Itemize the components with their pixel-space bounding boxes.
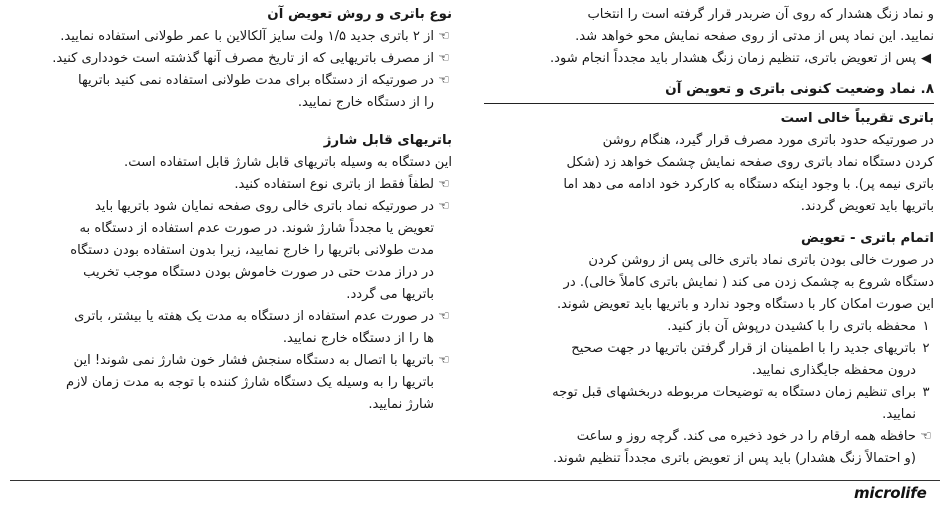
intro-line-1: و نماد زنگ هشدار که روی آن ضربدر قرار گرفته است را انتخاب — [587, 7, 934, 22]
step-1: ۱ محفظه باتری را با کشیدن درپوش آن باز کنید. — [667, 319, 930, 334]
sub1-line: در صورتیکه حدود باتری مورد مصرف قرار گیرد، هنگام روشن — [602, 133, 934, 148]
section-divider — [484, 103, 934, 104]
type-bullet-1: ☜ از ۲ باتری جدید ۱/۵ ولت سایز آلکالاین با عمر طولانی استفاده نمایید. — [28, 26, 452, 48]
recharge-bullet-4: ☜ باتریها با اتصال به دستگاه سنجش فشار خون شارژ نمی شوند! این باتریها را به وسیله یک دستگاه شارژ کننده با توجه به مدت زمان لازم شارژ نمایید. — [28, 350, 452, 416]
arrow-left-icon: ◀ — [920, 51, 932, 66]
sub1-line: باتریها باید تعویض گردند. — [800, 199, 934, 214]
sub2-line: در صورت خالی بودن باتری نماد باتری خالی پس از روشن کردن — [588, 253, 934, 268]
sub2-line: این صورت امکان کار با دستگاه وجود ندارد و باتریها باید تعویض شوند. — [556, 297, 934, 312]
pointing-hand-icon: ☜ — [438, 51, 450, 66]
recharge-bullet-1: ☜ لطفاً فقط از باتری نوع استفاده کنید. — [28, 174, 452, 196]
brand-logo: microlife — [854, 484, 927, 502]
step-2: ۲ باتریهای جدید را با اطمینان از قرار گرفتن باتریها در جهت صحیح درون محفظه جایگذاری نمایید. — [571, 341, 930, 378]
recharge-title: باتریهای قابل شارژ — [323, 133, 452, 148]
type-bullet-3: ☜ در صورتیکه از دستگاه برای مدت طولانی استفاده نمی کنید باتریها را از دستگاه خارج نمایید. — [28, 70, 452, 114]
recharge-intro: این دستگاه به وسیله باتریهای قابل شارژ قابل استفاده است. — [124, 155, 452, 170]
sub1-line: کردن دستگاه نماد باتری روی صفحه نمایش چشمک خواهد زد (شکل — [566, 155, 934, 170]
note: ☜ حافظه همه ارقام را در خود ذخیره می کند. گرچه روز و ساعت (و احتمالاً زنگ هشدار) باید پس از تعویض باتری مجدداً تنظیم شوند. — [484, 426, 934, 470]
intro-line-2: نمایید. این نماد پس از مدتی از روی صفحه نمایش محو خواهد شد. — [575, 29, 934, 44]
section-title: ۸. نماد وضعیت کنونی باتری و تعویض آن — [665, 81, 934, 97]
recharge-bullet-3: ☜ در صورت عدم استفاده از دستگاه به مدت یک هفته یا بیشتر، باتری ها را از دستگاه خارج نمایید. — [28, 306, 452, 350]
type-title: نوع باتری و روش تعویض آن — [267, 7, 452, 22]
footer-divider — [10, 480, 940, 481]
pointing-hand-icon: ☜ — [438, 309, 450, 324]
type-bullet-2: ☜ از مصرف باتریهایی که از تاریخ مصرف آنها گذشته است خودداری کنید. — [28, 48, 452, 70]
sub1-title: باتری تقریباً خالی است — [780, 111, 934, 126]
intro-bullet: ◀ پس از تعویض باتری، تنظیم زمان زنگ هشدار باید مجدداً انجام شود. — [484, 48, 934, 70]
pointing-hand-icon: ☜ — [438, 353, 450, 368]
pointing-hand-icon: ☜ — [438, 199, 450, 214]
step-3: ۳ برای تنظیم زمان دستگاه به توضیحات مربوطه دربخشهای قبل توجه نمایید. — [552, 385, 930, 422]
sub2-line: دستگاه شروع به چشمک زدن می کند ( نمایش باتری کاملاً خالی). در — [563, 275, 934, 290]
pointing-hand-icon: ☜ — [920, 429, 932, 444]
pointing-hand-icon: ☜ — [438, 177, 450, 192]
pointing-hand-icon: ☜ — [438, 73, 450, 88]
right-column — [484, 4, 934, 470]
recharge-bullet-2: ☜ در صورتیکه نماد باتری خالی روی صفحه نمایان شود باتریها باید تعویض یا مجدداً شارژ شوند. در صورت عدم استفاده از دستگاه به مدت طولانی باتریها را خارج نمایید، زیرا بدون استفاده بودن دستگاه در دراز مدت حتی در صورت خاموش بودن دستگاه موجب تخریب باتریها می گردد. — [28, 196, 452, 306]
left-column — [28, 4, 452, 416]
sub1-line: باتری نیمه پر). با وجود اینکه دستگاه به کارکرد خود ادامه می دهد اما — [563, 177, 934, 192]
pointing-hand-icon: ☜ — [438, 29, 450, 44]
sub2-title: اتمام باتری - تعویض — [801, 231, 934, 246]
